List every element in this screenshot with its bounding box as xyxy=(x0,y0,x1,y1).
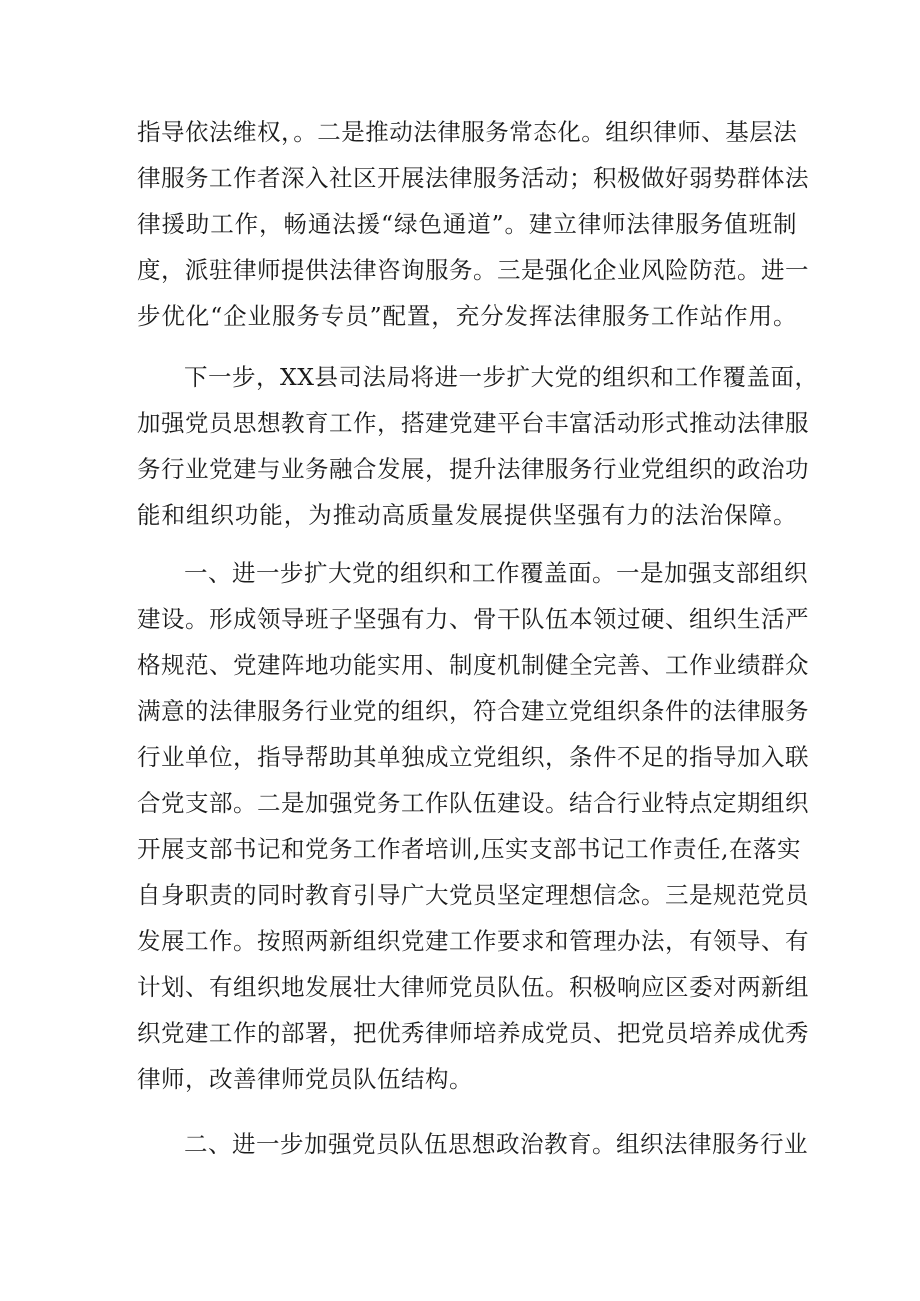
text-line: 格规范、党建阵地功能实用、制度机制健全完善、工作业绩群众 xyxy=(137,651,809,679)
text-line: 满意的法律服务行业党的组织，符合建立党组织条件的法律服务 xyxy=(137,697,809,725)
text-line: 计划、有组织地发展壮大律师党员队伍。积极响应区委对两新组 xyxy=(137,973,809,1001)
text-line: 发展工作。按照两新组织党建工作要求和管理办法，有领导、有 xyxy=(137,927,809,955)
text-line: 一、进一步扩大党的组织和工作覆盖面。一是加强支部组织 xyxy=(184,559,808,587)
text-line: 度，派驻律师提供法律咨询服务。三是强化企业风险防范。进一 xyxy=(137,256,809,284)
text-line: 下一步，XX县司法局将进一步扩大党的组织和工作覆盖面， xyxy=(184,363,819,391)
text-line: 指导依法维权，。二是推动法律服务常态化。组织律师、基层法 xyxy=(137,118,798,146)
text-line: 二、进一步加强党员队伍思想政治教育。组织法律服务行业 xyxy=(184,1130,808,1158)
text-line: 合党支部。二是加强党务工作队伍建设。结合行业特点定期组织 xyxy=(137,789,809,817)
text-line: 加强党员思想教育工作，搭建党建平台丰富活动形式推动法律服 xyxy=(137,409,809,437)
text-line: 能和组织功能，为推动高质量发展提供坚强有力的法治保障。 xyxy=(137,501,797,529)
text-line: 自身职责的同时教育引导广大党员坚定理想信念。三是规范党员 xyxy=(137,881,809,909)
text-line: 律师，改善律师党员队伍结构。 xyxy=(137,1065,473,1093)
text-line: 务行业党建与业务融合发展，提升法律服务行业党组织的政治功 xyxy=(137,455,809,483)
text-line: 步优化“企业服务专员”配置，充分发挥法律服务工作站作用。 xyxy=(137,302,797,330)
text-line: 律服务工作者深入社区开展法律服务活动；积极做好弱势群体法 xyxy=(137,164,809,192)
text-line: 织党建工作的部署，把优秀律师培养成党员、把党员培养成优秀 xyxy=(137,1019,809,1047)
text-line: 律援助工作，畅通法援“绿色通道”。建立律师法律服务值班制 xyxy=(137,210,797,238)
text-line: 开展支部书记和党务工作者培训,压实支部书记工作责任,在落实 xyxy=(137,835,801,863)
text-line: 行业单位，指导帮助其单独成立党组织，条件不足的指导加入联 xyxy=(137,743,809,771)
text-line: 建设。形成领导班子坚强有力、骨干队伍本领过硬、组织生活严 xyxy=(137,605,809,633)
